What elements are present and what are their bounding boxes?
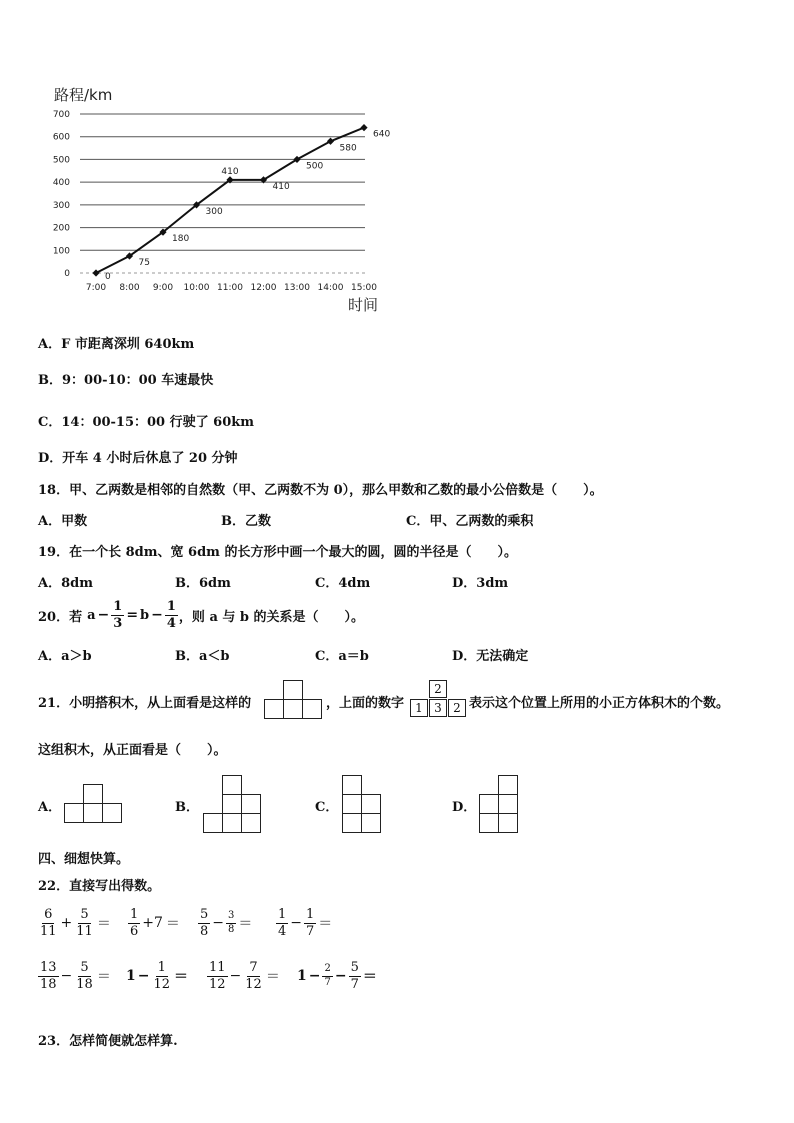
- top-view-cell: [302, 699, 322, 719]
- x-tick-label: 14:00: [317, 283, 344, 293]
- numerator: 1: [306, 907, 315, 922]
- q21-option-d: D．: [452, 800, 477, 815]
- q20-frac2-den: 4: [166, 615, 176, 631]
- data-label: 410: [272, 181, 290, 192]
- q20-frac2-num: 1: [166, 599, 176, 614]
- operator: −: [290, 915, 303, 932]
- q20-frac1-num: 1: [113, 599, 123, 614]
- q19-option-c: C．4dm: [315, 576, 371, 591]
- x-tick-label: 7:00: [85, 283, 107, 293]
- y-tick-label: 300: [52, 200, 70, 211]
- q20-option-d: D．无法确定: [452, 649, 529, 664]
- operator: −: [212, 915, 225, 932]
- q20-var-a: a: [87, 607, 96, 623]
- denominator: 7: [324, 976, 331, 988]
- front-view-cell: [361, 813, 381, 833]
- q21-line2: 这组积木，从正面看是（ ）。: [38, 743, 227, 758]
- q20-frac1-den: 3: [113, 615, 123, 631]
- number-cell: 2: [448, 699, 466, 717]
- q20-prefix: 20．若: [38, 609, 83, 625]
- q21-part2: ，上面的数字: [326, 696, 405, 711]
- y-axis-label: 路程/km: [54, 86, 113, 104]
- y-tick-label: 100: [52, 246, 70, 257]
- q20-minus-1: −: [97, 607, 110, 624]
- q21-option-a: A．: [38, 800, 62, 815]
- front-view-cell: [342, 794, 362, 814]
- numerator: 5: [80, 907, 89, 922]
- numerator: 1: [130, 907, 139, 922]
- front-view-cell: [222, 813, 242, 833]
- q22-expression-2: [128, 908, 181, 938]
- q19-text: 19．在一个长 8dm、宽 6dm 的长方形中画一个最大的圆，圆的半径是（ ）。: [38, 545, 517, 560]
- section-4-heading: 四、细想快算。: [38, 852, 130, 867]
- operator: +7: [142, 915, 163, 932]
- numerator: 1: [157, 960, 166, 975]
- q20-var-b: b: [140, 607, 150, 623]
- denominator: 12: [153, 976, 171, 992]
- denominator: 7: [350, 976, 359, 992]
- q19-option-d: D．3dm: [452, 576, 509, 591]
- front-view-cell: [241, 794, 261, 814]
- operator: −: [308, 968, 321, 985]
- grid-lines: [80, 114, 365, 273]
- q20-option-b: B．a＜b: [175, 649, 230, 664]
- denominator: 6: [130, 923, 139, 939]
- data-point: [360, 124, 367, 131]
- q20-fraction-2: [165, 600, 178, 630]
- q21-number-grid-figure: [410, 680, 470, 720]
- numerator: 7: [249, 960, 258, 975]
- distance-time-line-chart: [40, 78, 400, 318]
- y-tick-labels: [53, 110, 70, 279]
- equals: ＝: [96, 969, 111, 986]
- y-tick-label: 0: [64, 269, 70, 279]
- q21-option-b-figure: [203, 775, 263, 835]
- operator: +: [60, 915, 73, 932]
- data-label: 0: [105, 272, 111, 282]
- q18-option-a: A．甲数: [38, 514, 88, 529]
- front-view-cell: [342, 813, 362, 833]
- y-tick-label: 500: [52, 155, 70, 166]
- q19-option-b: B．6dm: [175, 576, 231, 591]
- q18-option-b: B．乙数: [221, 514, 271, 529]
- q22-expression-3: [198, 908, 253, 938]
- x-tick-label: 13:00: [284, 283, 310, 293]
- denominator: 8: [200, 923, 209, 939]
- q17-option-b: B．9：00-10：00 车速最快: [38, 373, 214, 388]
- front-view-cell: [64, 803, 84, 823]
- y-tick-label: 700: [52, 110, 70, 120]
- denominator: 18: [76, 976, 93, 992]
- equals: ＝: [165, 916, 180, 933]
- front-view-cell: [222, 775, 242, 795]
- data-labels: [105, 130, 390, 282]
- top-view-cell: [283, 680, 303, 700]
- front-view-cell: [241, 813, 261, 833]
- front-view-cell: [479, 794, 499, 814]
- equals: ＝: [362, 969, 377, 986]
- x-tick-label: 8:00: [119, 283, 140, 293]
- data-label: 500: [306, 161, 324, 172]
- equals: ＝: [265, 969, 280, 986]
- data-point: [92, 269, 99, 276]
- numerator: 2: [322, 964, 332, 977]
- data-label: 180: [172, 234, 190, 245]
- q21-option-d-figure: [479, 775, 519, 835]
- q22-expression-1: [38, 908, 112, 938]
- series-line: [96, 128, 364, 273]
- front-view-cell: [83, 803, 103, 823]
- numerator: 5: [350, 960, 359, 975]
- equals: ＝: [238, 916, 253, 933]
- x-tick-label: 15:00: [351, 283, 377, 293]
- q20-option-c: C．a＝b: [315, 649, 369, 664]
- front-view-cell: [342, 775, 362, 795]
- front-view-cell: [479, 813, 499, 833]
- q17-option-a: A．F 市距离深圳 640km: [38, 337, 195, 352]
- numerator: 13: [40, 960, 57, 975]
- leading-number: 1: [297, 968, 307, 985]
- leading-number: 1: [126, 968, 136, 985]
- y-tick-label: 600: [52, 132, 70, 143]
- number-cell: 3: [429, 699, 447, 717]
- q20-text: [38, 600, 364, 630]
- numerator: 5: [200, 907, 209, 922]
- operator: −: [137, 968, 150, 985]
- q20-suffix: ，则 a 与 b 的关系是（ ）。: [178, 609, 365, 625]
- top-view-cell: [283, 699, 303, 719]
- q19-option-a: A．8dm: [38, 576, 93, 591]
- front-view-cell: [498, 794, 518, 814]
- x-tick-label: 10:00: [183, 283, 210, 293]
- q22-expression-7: [207, 961, 281, 991]
- q18-text: 18．甲、乙两数是相邻的自然数（甲、乙两数不为 0），那么甲数和乙数的最小公倍数是（ ）。: [38, 483, 603, 498]
- x-tick-labels: [86, 283, 377, 293]
- numerator: 5: [80, 960, 89, 975]
- denominator: 8: [228, 923, 235, 935]
- q22-expression-8: [297, 961, 378, 991]
- y-tick-label: 200: [52, 223, 70, 234]
- front-view-cell: [222, 794, 242, 814]
- front-view-cell: [361, 794, 381, 814]
- front-view-cell: [203, 813, 223, 833]
- numerator: 11: [209, 960, 226, 975]
- denominator: 11: [40, 923, 57, 939]
- denominator: 4: [278, 923, 287, 939]
- q18-option-c: C．甲、乙两数的乘积: [406, 514, 534, 529]
- q21-option-c-figure: [342, 775, 382, 835]
- q21-part1: 21．小明搭积木，从上面看是这样的: [38, 696, 252, 711]
- top-view-cell: [264, 699, 284, 719]
- front-view-cell: [102, 803, 122, 823]
- q21-part3: 表示这个位置上所用的小正方体积木的个数。: [469, 696, 730, 711]
- x-tick-label: 9:00: [152, 283, 174, 293]
- y-tick-label: 400: [52, 178, 70, 189]
- q20-option-a: A．a＞b: [38, 649, 92, 664]
- q22-expression-4: [276, 908, 333, 938]
- q22-expression-5: [38, 961, 112, 991]
- data-label: 75: [138, 257, 150, 268]
- denominator: 7: [306, 923, 315, 939]
- data-label: 410: [221, 166, 239, 177]
- data-label: 640: [373, 129, 391, 140]
- q17-option-d: D．开车 4 小时后休息了 20 分钟: [38, 451, 238, 466]
- equals: ＝: [318, 916, 333, 933]
- equals: ＝: [174, 969, 189, 986]
- number-cell: 2: [429, 680, 447, 698]
- numerator: 6: [44, 907, 53, 922]
- front-view-cell: [498, 775, 518, 795]
- q21-top-view-figure: [264, 680, 324, 720]
- front-view-cell: [83, 784, 103, 804]
- q20-equals: =: [126, 607, 139, 624]
- q22-title: 22．直接写出得数。: [38, 879, 161, 894]
- q23-text: 23．怎样简便就怎样算.: [38, 1034, 178, 1049]
- number-cell: 1: [410, 699, 428, 717]
- operator: −: [229, 968, 242, 985]
- denominator: 12: [245, 976, 262, 992]
- denominator: 18: [40, 976, 57, 992]
- equals: ＝: [96, 916, 111, 933]
- numerator: 1: [278, 907, 287, 922]
- front-view-cell: [498, 813, 518, 833]
- x-axis-label: 时间: [348, 296, 379, 314]
- data-label: 300: [205, 206, 223, 217]
- q17-option-c: C．14：00-15：00 行驶了 60km: [38, 415, 255, 430]
- q22-expression-6: [126, 961, 189, 991]
- data-label: 580: [339, 143, 357, 154]
- q20-fraction-1: [111, 600, 124, 630]
- denominator: 11: [76, 923, 93, 939]
- denominator: 12: [209, 976, 226, 992]
- q21-option-b: B．: [175, 800, 199, 815]
- operator: −: [334, 968, 347, 985]
- x-tick-label: 12:00: [250, 283, 277, 293]
- numerator: 3: [226, 911, 236, 924]
- q20-minus-2: −: [151, 607, 163, 624]
- x-tick-label: 11:00: [217, 283, 243, 293]
- q21-option-a-figure: [64, 784, 124, 824]
- operator: −: [60, 968, 73, 985]
- q21-option-c: C．: [315, 800, 339, 815]
